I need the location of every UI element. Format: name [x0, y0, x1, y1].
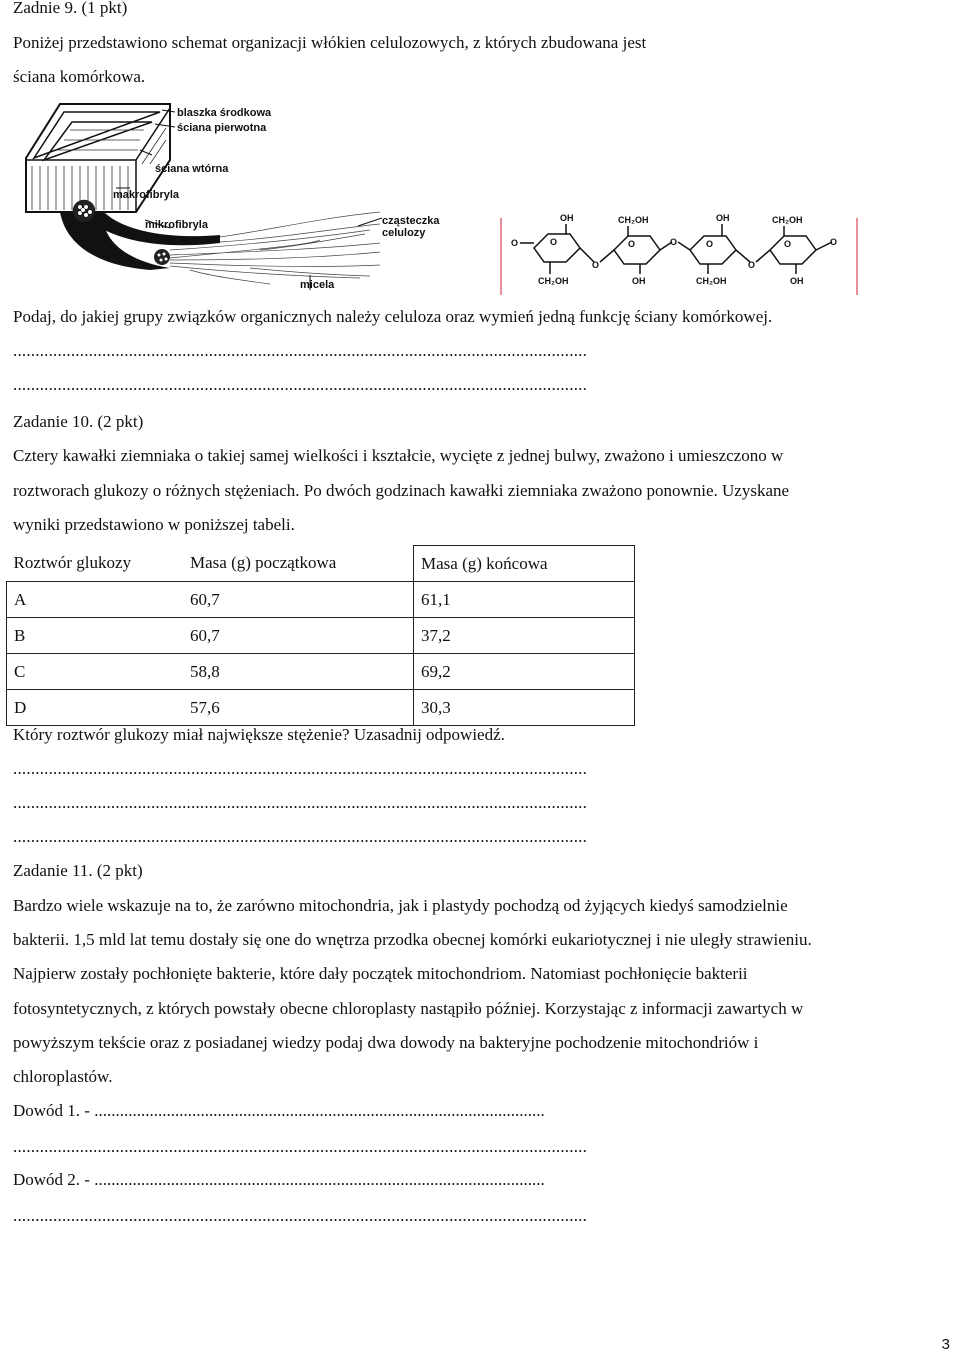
macrofibril-cross-section [73, 200, 95, 222]
label-sciana-pierwotna: ściana pierwotna [177, 122, 267, 134]
label-makrofibryla: makrofibryla [113, 189, 180, 201]
task9-header: Zadnie 9. (1 pkt) [13, 0, 128, 17]
task10-header: Zadanie 10. (2 pkt) [13, 412, 144, 431]
svg-text:O: O [706, 239, 714, 249]
task11-text-line2: bakterii. 1,5 mld lat temu dostały się one do wnętrza przodka obecnej komórki eukariotycznej i nie uległy strawieniu. [13, 930, 812, 949]
svg-text:OH: OH [790, 276, 804, 286]
page-number: 3 [941, 1336, 950, 1353]
task11-answer-line-1[interactable]: ................................................................................................................................. [13, 1137, 588, 1156]
svg-text:O: O [784, 239, 792, 249]
label-czasteczka: cząsteczka [382, 215, 440, 227]
svg-text:O: O [511, 238, 519, 248]
task9-answer-line-1[interactable]: ................................................................................................................................. [13, 341, 588, 360]
table-cell: 37,2 [414, 618, 635, 654]
task11-text-line1: Bardzo wiele wskazuje na to, że zarówno mitochondria, jak i plastydy pochodzą od żyjących kiedyś samodzielnie [13, 896, 788, 915]
cellulose-structural-formula [501, 213, 857, 295]
table-cell: 57,6 [183, 690, 414, 726]
task11-text-line6: chloroplastów. [13, 1067, 113, 1086]
svg-text:O: O [628, 239, 636, 249]
table-cell: 60,7 [183, 582, 414, 618]
task11-dowod2[interactable]: Dowód 2. - .......................................................................................................... [13, 1170, 545, 1189]
svg-text:O: O [550, 237, 558, 247]
table-cell: B [7, 618, 184, 654]
table-cell: 69,2 [414, 654, 635, 690]
task10-text-line1: Cztery kawałki ziemniaka o takiej samej wielkości i kształcie, wycięte z jednej bulwy, zważono i umieszczono w [13, 446, 784, 465]
task9-answer-line-2[interactable]: ................................................................................................................................. [13, 375, 588, 394]
svg-text:O: O [592, 260, 600, 270]
table-header-cell: Masa (g) końcowa [414, 546, 635, 582]
table-cell: 30,3 [414, 690, 635, 726]
label-micela: micela [300, 279, 335, 291]
label-blaszka-srodkowa: blaszka środkowa [177, 107, 272, 119]
svg-text:OH: OH [560, 213, 574, 223]
svg-text:CH₂OH: CH₂OH [618, 215, 649, 225]
cell-wall-diagram [20, 100, 870, 300]
label-celulozy: celulozy [382, 227, 426, 239]
table-header-cell: Masa (g) początkowa [190, 553, 337, 573]
task10-text-line2: roztworach glukozy o różnych stężeniach. Po dwóch godzinach kawałki ziemniaka zważono ponownie. Uzyskane [13, 481, 790, 500]
task10-answer-line-3[interactable]: ................................................................................................................................. [13, 827, 588, 846]
svg-text:CH₂OH: CH₂OH [696, 276, 727, 286]
svg-text:CH₂OH: CH₂OH [538, 276, 569, 286]
glucose-results-table [6, 545, 635, 726]
table-cell: A [7, 582, 184, 618]
table-header-cell: Roztwór glukozy [13, 553, 132, 573]
table-row [7, 618, 635, 654]
task10-answer-line-2[interactable]: ................................................................................................................................. [13, 793, 588, 812]
table-cell: 58,8 [183, 654, 414, 690]
svg-text:OH: OH [632, 276, 646, 286]
task11-text-line4: fotosyntetycznych, z których powstały obecne chloroplasty nastąpiło później. Korzystając z informacji zawartych w [13, 999, 804, 1018]
task11-dowod1[interactable]: Dowód 1. - .......................................................................................................... [13, 1101, 545, 1120]
svg-text:O: O [830, 237, 838, 247]
svg-text:OH: OH [716, 213, 730, 223]
microfibril-cross-section [154, 249, 170, 265]
task11-header: Zadanie 11. (2 pkt) [13, 861, 143, 880]
table-row [7, 690, 635, 726]
table-cell: C [7, 654, 184, 690]
task10-answer-line-1[interactable]: ................................................................................................................................. [13, 759, 588, 778]
svg-text:CH₂OH: CH₂OH [772, 215, 803, 225]
task9-intro-line1: Poniżej przedstawiono schemat organizacji włókien celulozowych, z których zbudowana jest [13, 33, 647, 52]
table-cell: 61,1 [414, 582, 635, 618]
table-row [7, 654, 635, 690]
task11-text-line3: Najpierw zostały pochłonięte bakterie, które dały początek mitochondriom. Natomiast pochłonięcie bakterii [13, 964, 748, 983]
table-cell: D [7, 690, 184, 726]
table-cell: 60,7 [183, 618, 414, 654]
task10-question: Który roztwór glukozy miał największe stężenie? Uzasadnij odpowiedź. [13, 725, 505, 744]
svg-text:O: O [670, 237, 678, 247]
task9-intro-line2: ściana komórkowa. [13, 67, 146, 86]
table-header-row [7, 546, 635, 582]
label-mikrofibryla: mikrofibryla [145, 219, 208, 231]
label-sciana-wtorna: ściana wtórna [155, 163, 229, 175]
svg-text:O: O [748, 260, 756, 270]
task11-text-line5: powyższym tekście oraz z posiadanej wiedzy podaj dwa dowody na bakteryjne pochodzenie mitochondriów i [13, 1033, 759, 1052]
task9-question: Podaj, do jakiej grupy związków organicznych należy celuloza oraz wymień jedną funkcję ściany komórkowej. [13, 307, 773, 326]
table-row [7, 582, 635, 618]
task11-answer-line-2[interactable]: ................................................................................................................................. [13, 1206, 588, 1225]
task10-text-line3: wyniki przedstawiono w poniższej tabeli. [13, 515, 295, 534]
